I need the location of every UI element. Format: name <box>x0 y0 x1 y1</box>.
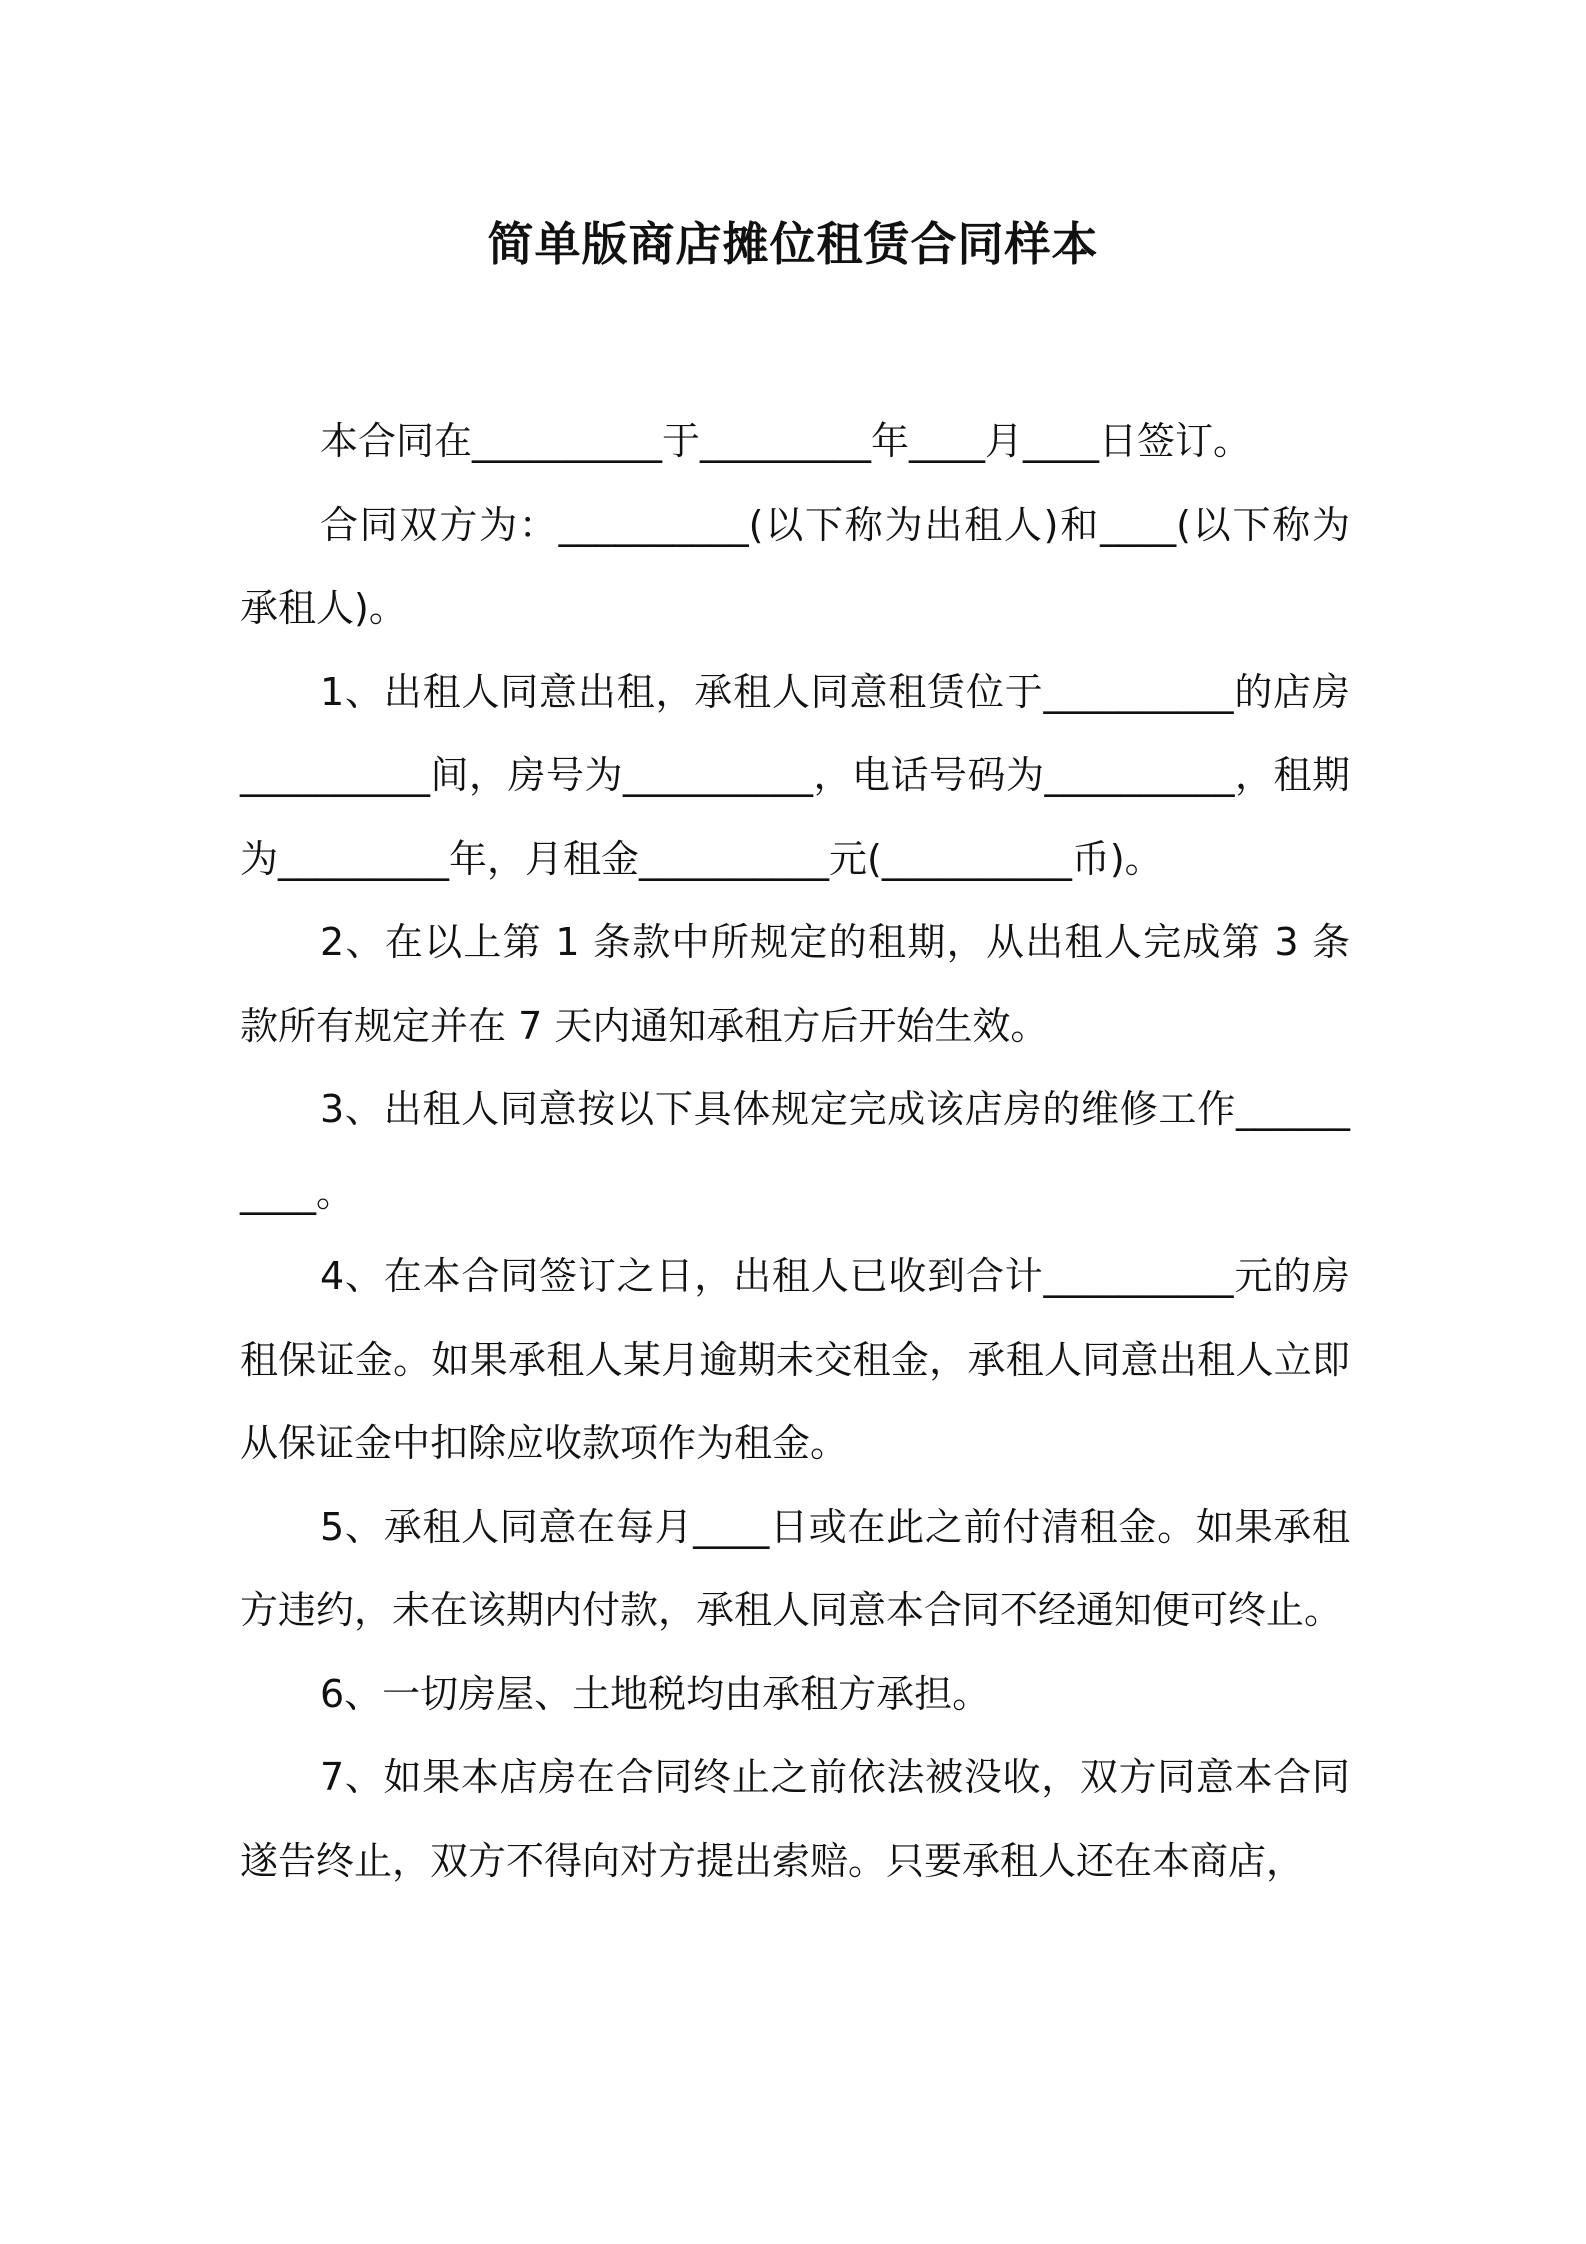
document-body <box>240 400 1350 1903</box>
paragraph-clause-7: 7、如果本店房在合同终止之前依法被没收，双方同意本合同遂告终止，双方不得向对方提出索赔。只要承租人还在本商店， <box>240 1755 1350 1883</box>
paragraph-clause-5: 5、承租人同意在每月____日或在此之前付清租金。如果承租方违约，未在该期内付款，承租人同意本合同不经通知便可终止。 <box>240 1504 1350 1632</box>
paragraph-parties: 合同双方为：__________(以下称为出租人)和____(以下称为承租人)。 <box>240 502 1350 630</box>
paragraph-clause-4: 4、在本合同签订之日，出租人已收到合计__________元的房租保证金。如果承租人某月逾期未交租金，承租人同意出租人立即从保证金中扣除应收款项作为租金。 <box>240 1254 1350 1465</box>
paragraph-clause-6: 6、一切房屋、土地税均由承租方承担。 <box>320 1671 991 1716</box>
document-title: 简单版商店摊位租赁合同样本 <box>487 217 1099 271</box>
paragraph-clause-3: 3、出租人同意按以下具体规定完成该店房的维修工作__________。 <box>240 1087 1350 1215</box>
paragraph-signing-date: 本合同在__________于_________年____月____日签订。 <box>320 419 1252 463</box>
paragraph-clause-1: 1、出租人同意出租，承租人同意租赁位于__________的店房__________间，房号为__________，电话号码为__________，租期为_________年，月租金__________元(__________币)。 <box>240 669 1350 881</box>
paragraph-clause-2: 2、在以上第 1 条款中所规定的租期，从出租人完成第 3 条款所有规定并在 7 天内通知承租方后开始生效。 <box>240 920 1350 1048</box>
